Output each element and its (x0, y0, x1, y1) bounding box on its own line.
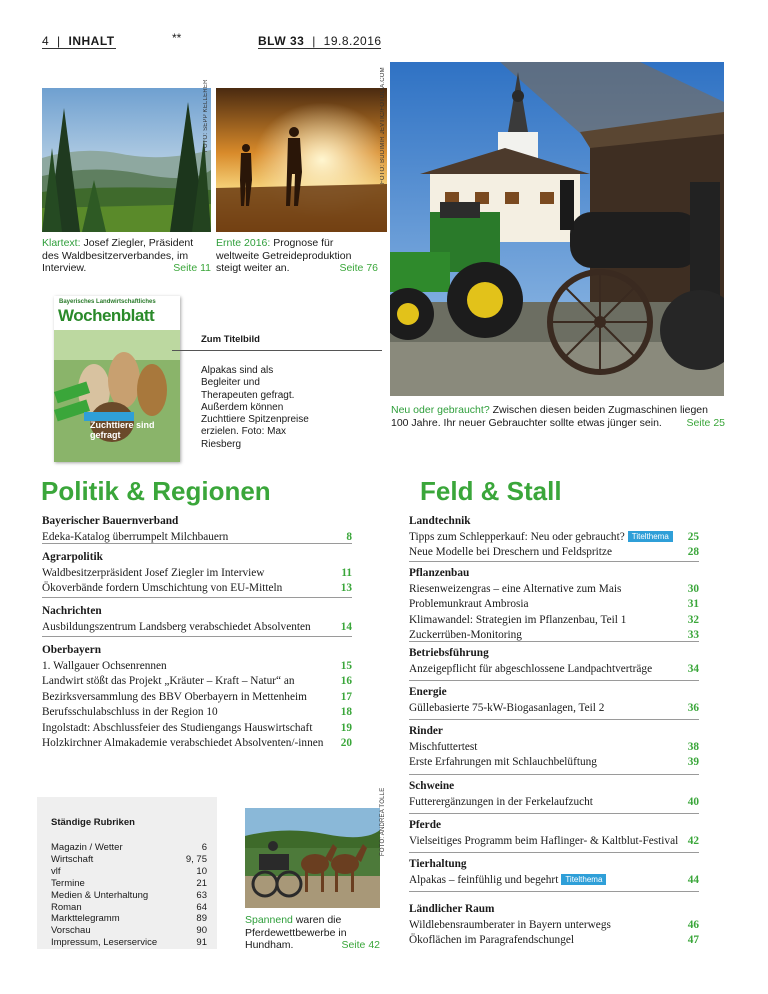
cover-headline: Zuchttiere sind gefragt (90, 420, 155, 440)
toc-entry[interactable] (42, 690, 352, 706)
caption-ernte (216, 237, 378, 275)
toc-block (409, 566, 699, 644)
toc-entry-page: 40 (687, 795, 699, 808)
toc-entry-page: 25 (687, 530, 699, 543)
divider (409, 680, 699, 681)
toc-block (409, 646, 699, 677)
caption-text: Zwischen diesen beiden Zugmaschinen liegen 100 Jahre. Ihr neuer Gebrauchter sollte etwas jünger sein. (391, 404, 708, 429)
section-title-politik: Politik & Regionen (41, 476, 271, 506)
toc-block (42, 604, 352, 635)
toc-entry[interactable] (409, 613, 699, 629)
toc-entry-page: 44 (687, 873, 699, 886)
toc-block-heading: Oberbayern (42, 644, 101, 656)
toc-entry-title: Tipps zum Schlepperkauf: Neu oder gebraucht? (409, 530, 625, 543)
toc-entry-title: Bezirksversammlung des BBV Oberbayern in Mettenheim (42, 690, 307, 703)
toc-entry-page: 16 (340, 675, 352, 687)
photo-credit: FOTO: BUDIMIR JEVTIC/FOTOLIA.COM (380, 67, 386, 184)
page-number: 4 (42, 34, 50, 48)
list-item-label: Medien & Unterhaltung (51, 889, 149, 901)
toc-entry-title: Erste Erfahrungen mit Schlauchbelüftung (409, 756, 597, 768)
toc-entry-page: 32 (687, 613, 699, 626)
list-item-page: 64 (196, 901, 207, 913)
list-item[interactable] (51, 854, 207, 866)
standing-sections-title: Ständige Rubriken (51, 817, 135, 828)
list-item-label: Termine (51, 877, 85, 889)
rating-stars: ** (172, 31, 182, 45)
toc-entry[interactable] (409, 530, 699, 546)
tractor-photo (390, 62, 724, 396)
caption-lead: Neu oder gebraucht? (391, 404, 490, 416)
caption-lead: Spannend (245, 914, 293, 926)
toc-block-heading: Nachrichten (42, 605, 102, 617)
toc-entry[interactable] (42, 581, 352, 597)
standing-sections-list (51, 842, 207, 949)
divider (409, 852, 699, 853)
toc-entry[interactable] (409, 545, 699, 561)
toc-block-heading: Rinder (409, 725, 443, 737)
toc-block-heading: Energie (409, 686, 447, 698)
caption-spannend (245, 914, 380, 952)
toc-block (409, 724, 699, 771)
toc-block-heading: Bayerischer Bauernverband (42, 515, 179, 527)
toc-entry[interactable] (42, 721, 352, 737)
list-item[interactable] (51, 925, 207, 937)
toc-entry-title: Wildlebensraumberater in Bayern unterwegs (409, 918, 611, 931)
toc-block (409, 857, 699, 888)
toc-entry-page: 14 (340, 620, 352, 633)
toc-entry-title: Mischfuttertest (409, 740, 478, 753)
toc-entry-title: 1. Wallgauer Ochsenrennen (42, 659, 167, 672)
toc-entry[interactable] (409, 834, 699, 850)
toc-block (409, 514, 699, 561)
toc-entry[interactable] (409, 740, 699, 756)
toc-entry-page: 34 (687, 662, 699, 675)
toc-entry-title: Alpakas – feinfühlig und begehrt (409, 873, 559, 886)
toc-entry[interactable] (42, 659, 352, 675)
photo-credit: FOTO: SEPP KELLERER (203, 79, 209, 152)
toc-block-heading: Landtechnik (409, 515, 471, 527)
magazine-cover[interactable] (54, 296, 180, 462)
toc-entry-title: Anzeigepflicht für abgeschlossene Landpachtverträge (409, 662, 653, 675)
divider (409, 641, 699, 642)
toc-entry-page: 18 (340, 706, 352, 718)
caption-page-link[interactable]: Seite 11 (173, 262, 211, 274)
header-rule (258, 48, 381, 49)
toc-entry-page: 39 (687, 756, 699, 768)
section-title-feld: Feld & Stall (420, 476, 562, 506)
list-item-page: 91 (196, 937, 207, 949)
list-item-label: Roman (51, 901, 82, 913)
toc-block (409, 902, 699, 949)
toc-entry[interactable] (42, 674, 352, 690)
list-item[interactable] (51, 842, 207, 854)
forest-photo (42, 88, 211, 232)
cover-masthead-top: Bayerisches Landwirtschaftliches (59, 299, 156, 305)
toc-entry[interactable] (409, 582, 699, 598)
section-name: INHALT (68, 34, 115, 48)
divider (409, 774, 699, 775)
divider (409, 813, 699, 814)
toc-entry-title: Edeka-Katalog überrumpelt Milchbauern (42, 530, 229, 543)
toc-entry[interactable] (42, 620, 352, 636)
list-item-page: 9, 75 (185, 853, 207, 865)
toc-block-heading: Pferde (409, 819, 441, 831)
toc-entry-page: 47 (687, 934, 699, 946)
toc-entry-page: 42 (687, 834, 699, 847)
toc-entry-title: Ökoflächen im Paragrafendschungel (409, 934, 574, 946)
caption-text: Josef Ziegler, Präsident des Waldbesitzerverbandes, im Interview. (42, 237, 194, 274)
toc-block (42, 514, 352, 545)
list-item-page: 89 (196, 913, 207, 925)
list-item-label: Vorschau (51, 925, 91, 937)
list-item[interactable] (51, 937, 207, 949)
divider (42, 543, 352, 544)
divider (172, 350, 382, 351)
toc-entry-title: Futterergänzungen in der Ferkelaufzucht (409, 795, 593, 808)
toc-entry-title: Landwirt stößt das Projekt „Kräuter – Kraft – Natur“ an (42, 675, 295, 687)
toc-entry[interactable] (42, 736, 352, 752)
divider (409, 719, 699, 720)
list-item-page: 21 (196, 877, 207, 889)
toc-entry[interactable] (409, 795, 699, 811)
issue-date: 19.8.2016 (323, 34, 382, 48)
caption-text: waren die Pferdewettbewerbe in Hundham. (245, 914, 347, 951)
toc-entry-title: Neue Modelle bei Dreschern und Feldspritze (409, 546, 612, 558)
toc-entry-page: 38 (687, 740, 699, 753)
list-item-label: Markttelegramm (51, 913, 120, 925)
list-item-label: Impressum, Leserservice (51, 937, 158, 949)
list-item-label: vlf (51, 865, 61, 877)
list-item-page: 63 (196, 889, 207, 901)
toc-entry-page: 30 (687, 582, 699, 595)
toc-entry-title: Klimawandel: Strategien im Pflanzenbau, Teil 1 (409, 613, 627, 626)
toc-block (409, 685, 699, 716)
toc-entry[interactable] (409, 918, 699, 934)
list-item[interactable] (51, 890, 207, 902)
list-item-page: 90 (196, 925, 207, 937)
toc-entry-title: Holzkirchner Almakademie verabschiedet Absolventen/-innen (42, 737, 324, 749)
toc-entry-title: Problemunkraut Ambrosia (409, 598, 529, 610)
toc-entry-title: Riesenweizengras – eine Alternative zum Mais (409, 582, 622, 595)
title-topic-badge: Titelthema (628, 531, 673, 542)
standing-sections-box (37, 797, 217, 949)
header-rule (42, 48, 116, 49)
caption-text: Prognose für weltweite Getreideproduktion steigt weiter an. (216, 237, 352, 274)
list-item[interactable] (51, 913, 207, 925)
toc-block (409, 818, 699, 849)
toc-block-heading: Schweine (409, 780, 455, 792)
caption-klartext (42, 237, 211, 275)
toc-entry-title: Vielseitiges Programm beim Haflinger- & Kaltblut-Festival (409, 834, 679, 847)
toc-entry-page: 13 (340, 582, 352, 594)
caption-page-link[interactable]: Seite 25 (686, 416, 725, 429)
harvest-photo (216, 67, 387, 232)
toc-entry-page: 8 (346, 530, 352, 543)
toc-entry[interactable] (42, 566, 352, 582)
list-item[interactable] (51, 878, 207, 890)
divider (409, 561, 699, 562)
toc-block-heading: Agrarpolitik (42, 551, 103, 563)
issue-number: BLW 33 (258, 34, 305, 48)
cover-title-label: Zum Titelbild (201, 334, 260, 345)
toc-entry[interactable] (409, 597, 699, 613)
toc-block (42, 550, 352, 597)
divider (42, 636, 352, 637)
toc-entry-title: Ingolstadt: Abschlussfeier des Studiengangs Hauswirtschaft (42, 721, 313, 734)
toc-entry-title: Zuckerrüben-Monitoring (409, 629, 522, 641)
toc-entry-page: 15 (340, 659, 352, 672)
caption-lead: Ernte 2016: (216, 237, 271, 249)
title-topic-badge: Titelthema (561, 874, 606, 885)
list-item-label: Magazin / Wetter (51, 842, 123, 853)
toc-entry-page: 33 (687, 629, 699, 641)
photo-credit: FOTO: ANDREA TÖLLE (380, 787, 386, 856)
list-item-page: 10 (196, 865, 207, 877)
toc-entry-page: 11 (341, 566, 352, 579)
toc-entry-title: Güllebasierte 75-kW-Biogasanlagen, Teil 2 (409, 701, 605, 714)
toc-block (42, 643, 352, 752)
toc-entry[interactable] (409, 701, 699, 717)
toc-entry-page: 28 (687, 546, 699, 558)
divider (409, 891, 699, 892)
caption-page-link[interactable]: Seite 42 (341, 939, 380, 951)
caption-page-link[interactable]: Seite 76 (339, 262, 378, 274)
toc-entry-page: 20 (340, 737, 352, 749)
toc-entry-page: 17 (340, 690, 352, 703)
horses-photo (245, 808, 380, 908)
toc-block (409, 779, 699, 810)
toc-entry-page: 19 (340, 721, 352, 734)
caption-neu (391, 404, 725, 429)
list-item[interactable] (51, 866, 207, 878)
toc-block-heading: Betriebsführung (409, 647, 489, 659)
cover-masthead: Wochenblatt (58, 306, 155, 325)
toc-block-heading: Ländlicher Raum (409, 903, 495, 915)
toc-entry[interactable] (409, 933, 699, 949)
toc-entry-page: 36 (687, 701, 699, 714)
toc-block-heading: Tierhaltung (409, 858, 467, 870)
caption-lead: Klartext: (42, 237, 81, 249)
toc-entry[interactable] (409, 873, 699, 889)
toc-entry-title: Ökoverbände fordern Umschichtung von EU-Mitteln (42, 582, 283, 594)
toc-entry[interactable] (409, 662, 699, 678)
toc-entry-page: 46 (687, 918, 699, 931)
list-item-label: Wirtschaft (51, 853, 94, 865)
list-item-page: 6 (201, 842, 207, 853)
list-item[interactable] (51, 902, 207, 914)
cover-description: Alpakas sind als Begleiter und Therapeuten gefragt. Außerdem können Zuchttiere Spitzenpreise erzielen. Foto: Max Riesberg (201, 365, 309, 450)
toc-entry[interactable] (42, 705, 352, 721)
divider (42, 597, 352, 598)
toc-entry-title: Berufsschulabschluss in der Region 10 (42, 706, 218, 718)
toc-entry-title: Waldbesitzerpräsident Josef Ziegler im Interview (42, 566, 265, 579)
toc-block-heading: Pflanzenbau (409, 567, 470, 579)
toc-entry-title: Ausbildungszentrum Landsberg verabschiedet Absolventen (42, 620, 311, 633)
toc-entry-page: 31 (687, 598, 699, 610)
toc-entry[interactable] (409, 755, 699, 771)
